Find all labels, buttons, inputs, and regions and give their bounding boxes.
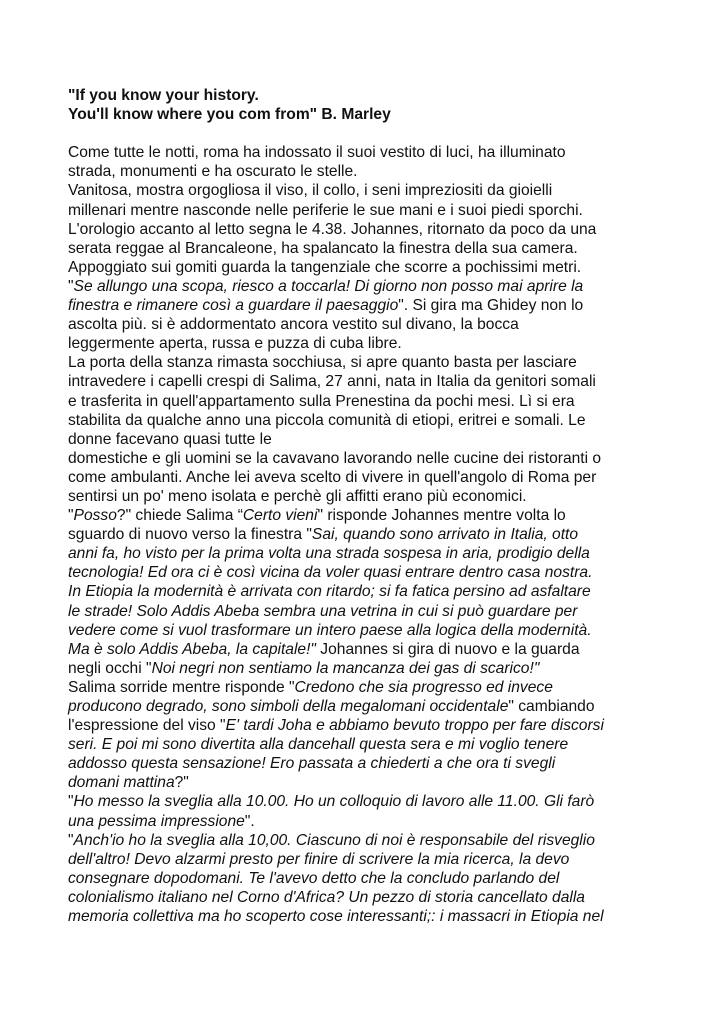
epigraph <box>68 86 668 124</box>
text-line <box>68 487 668 506</box>
text-line <box>68 277 668 296</box>
text-run: Johannes si gira di nuovo e la guarda <box>315 640 580 658</box>
text-line <box>68 334 668 353</box>
italic-run: colonialismo italiano nel Corno d'Africa? Un pezzo di storia cancellato dalla <box>68 888 585 906</box>
text-run: " <box>68 793 74 811</box>
text-run: " <box>68 507 74 525</box>
text-run: come ambulanti. Anche lei aveva scelto di vivere in quell'angolo di Roma per <box>68 468 597 486</box>
body-text <box>68 143 668 926</box>
text-run: ?" <box>174 774 189 792</box>
text-line <box>68 353 668 372</box>
italic-run: E' tardi Joha e abbiamo bevuto troppo per fare discorsi <box>225 717 604 735</box>
italic-run: vedere come si vuol trasformare un intero paese alla logica della modernità. <box>68 621 592 639</box>
text-line <box>68 220 668 239</box>
document-page <box>68 86 668 926</box>
italic-run: Sai, quando sono arrivato in Italia, otto <box>311 526 579 544</box>
text-line <box>68 735 668 754</box>
italic-run: tecnologia! Ed ora ci è così vicina da voler quasi entrare dentro casa nostra. <box>68 564 593 582</box>
text-line <box>68 621 668 640</box>
text-run: La porta della stanza rimasta socchiusa, si apre quanto basta per lasciare <box>68 354 577 372</box>
text-line <box>68 372 668 391</box>
text-run: stabilita da qualche anno una piccola comunità di etiopi, eritrei e somali. Le <box>68 411 586 429</box>
text-line <box>68 602 668 621</box>
text-run: Salima sorride mentre risponde " <box>68 678 295 696</box>
italic-run: anni fa, ho visto per la prima volta una strada sospesa in aria, prodigio della <box>68 545 590 563</box>
text-run: " <box>68 277 74 295</box>
text-line <box>68 563 668 582</box>
italic-run: Anch'io ho la sveglia alla 10,00. Ciascuno di noi è responsabile del risveglio <box>73 831 595 849</box>
text-line <box>68 754 668 773</box>
text-run: Appoggiato sui gomiti guarda la tangenziale che scorre a pochissimi metri. <box>68 258 582 276</box>
text-run: ?" chiede Salima “ <box>116 507 243 525</box>
text-run: ". <box>244 812 255 830</box>
text-line <box>68 430 668 449</box>
text-line <box>68 315 668 334</box>
text-line <box>68 659 668 678</box>
text-line <box>68 831 668 850</box>
text-run: " risponde Johannes mentre volta lo <box>317 507 566 525</box>
text-line <box>68 143 668 162</box>
italic-run: Ho messo la sveglia alla 10.00. Ho un colloquio di lavoro alle 11.00. Gli farò <box>73 793 595 811</box>
blank-line <box>68 124 668 143</box>
italic-run: Noi negri non sentiamo la mancanza dei gas di scarico!" <box>151 659 540 677</box>
text-run: donne facevano quasi tutte le <box>68 430 272 448</box>
text-run: Come tutte le notti, roma ha indossato il suoi vestito di luci, ha illuminato <box>68 144 566 162</box>
text-line <box>68 449 668 468</box>
text-line <box>68 907 668 926</box>
text-line <box>68 525 668 544</box>
text-line <box>68 544 668 563</box>
text-run: " <box>68 831 74 849</box>
text-line <box>68 258 668 277</box>
text-line <box>68 201 668 220</box>
text-line <box>68 678 668 697</box>
text-run: sentirsi un po' meno isolata e perchè gli affitti erano più economici. <box>68 487 527 505</box>
text-line <box>68 869 668 888</box>
text-run: strada, monumenti e ha oscurato le stelle. <box>68 163 358 181</box>
italic-run: finestra e rimanere così a guardare il paesaggio <box>68 297 399 315</box>
italic-run: le strade! Solo Addis Abeba sembra una vetrina in cui si può guardare per <box>68 602 578 620</box>
text-run: e trasferita in quell'appartamento sulla Prenestina da pochi mesi. Lì si era <box>68 392 575 410</box>
epigraph-line-2: You'll know where you com from" B. Marley <box>68 106 391 124</box>
italic-run: dell'altro! Devo alzarmi presto per finire di scrivere la mia ricerca, la devo <box>68 850 570 868</box>
text-line <box>68 850 668 869</box>
text-line <box>68 888 668 907</box>
italic-run: addosso questa sensazione! Ero passata a chiederti a che ora ti svegli <box>68 755 556 773</box>
italic-run: Posso <box>73 507 117 525</box>
text-run: millenari mentre nasconde nelle periferie le sue mani e i suoi piedi sporchi. <box>68 201 583 219</box>
text-line <box>68 697 668 716</box>
text-run: ". Si gira ma Ghidey non lo <box>398 297 584 315</box>
italic-run: una pessima impressione <box>68 812 245 830</box>
text-line <box>68 506 668 525</box>
text-line <box>68 392 668 411</box>
text-line <box>68 792 668 811</box>
text-run: negli occhi " <box>68 659 152 677</box>
text-line <box>68 468 668 487</box>
text-run: ascolta più. si è addormentato ancora vestito sul divano, la bocca <box>68 316 519 334</box>
text-line <box>68 716 668 735</box>
text-line <box>68 582 668 601</box>
text-line <box>68 411 668 430</box>
text-line <box>68 181 668 200</box>
text-run: intravedere i capelli crespi di Salima, 27 anni, nata in Italia da genitori somali <box>68 373 596 391</box>
italic-run: In Etiopia la modernità è arrivata con ritardo; si fa fatica persino ad asfaltare <box>68 583 591 601</box>
italic-run: Se allungo una scopa, riesco a toccarla! Di giorno non posso mai aprire la <box>73 277 584 295</box>
text-run: l'espressione del viso " <box>68 717 226 735</box>
text-run: " cambiando <box>508 698 595 715</box>
text-line <box>68 640 668 659</box>
italic-run: memoria collettiva ma ho scoperto cose interessanti;: i massacri in Etiopia nel <box>68 908 604 926</box>
text-run: leggermente aperta, russa e puzza di cuba libre. <box>68 335 402 353</box>
text-line <box>68 812 668 831</box>
italic-run: Certo vieni <box>242 507 318 525</box>
text-line <box>68 162 668 181</box>
italic-run: seri. E poi mi sono divertita alla dancehall questa sera e mi voglio tenere <box>68 736 569 754</box>
italic-run: Ma è solo Addis Abeba, la capitale!" <box>68 640 316 658</box>
text-line <box>68 773 668 792</box>
text-line <box>68 296 668 315</box>
text-run: serata reggae al Brancaleone, ha spalancato la finestra della sua camera. <box>68 239 578 257</box>
italic-run: consegnare dopodomani. Te l'avevo detto che la concludo parlando del <box>68 869 560 887</box>
text-run: domestiche e gli uomini se la cavavano lavorando nelle cucine dei ristoranti o <box>68 449 602 467</box>
italic-run: Credono che sia progresso ed invece <box>294 678 553 696</box>
text-run: Vanitosa, mostra orgogliosa il viso, il collo, i seni impreziositi da gioielli <box>68 182 553 200</box>
epigraph-line-1: "If you know your history. <box>68 87 259 104</box>
italic-run: producono degrado, sono simboli della megalomani occidentale <box>68 698 509 715</box>
text-run: L'orologio accanto al letto segna le 4.38. Johannes, ritornato da poco da una <box>68 220 597 238</box>
text-line <box>68 239 668 258</box>
italic-run: domani mattina <box>68 774 175 792</box>
text-run: sguardo di nuovo verso la finestra " <box>68 526 312 544</box>
